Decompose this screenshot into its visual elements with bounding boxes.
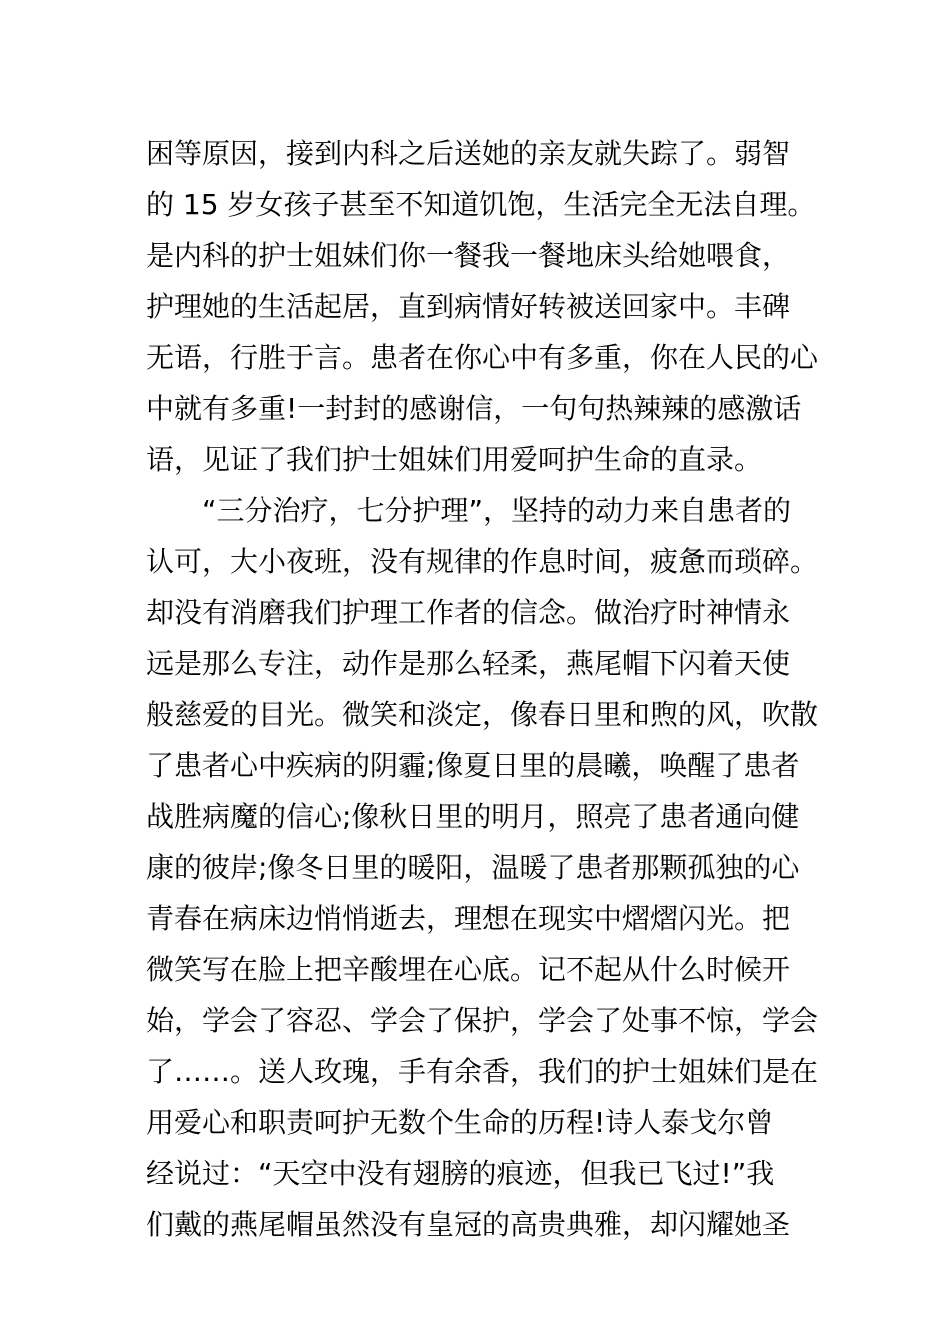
text-line: 微笑写在脸上把辛酸埋在心底。记不起从什么时候开 bbox=[146, 953, 791, 986]
text-line: 青春在病床边悄悄逝去，理想在现实中熠熠闪光。把 bbox=[146, 902, 791, 935]
text-line: 了患者心中疾病的阴霾;像夏日里的晨曦，唤醒了患者 bbox=[146, 749, 800, 782]
text-line: 们戴的燕尾帽虽然没有皇冠的高贵典雅，却闪耀她圣 bbox=[146, 1208, 791, 1241]
text-line: 战胜病魔的信心;像秋日里的明月，照亮了患者通向健 bbox=[146, 800, 800, 833]
text-line: 用爱心和职责呵护无数个生命的历程!诗人泰戈尔曾 bbox=[146, 1106, 774, 1139]
text-line: 语，见证了我们护士姐妹们用爱呵护生命的直录。 bbox=[146, 443, 763, 476]
text-line: 的 15 岁女孩子甚至不知道饥饱，生活完全无法自理。 bbox=[146, 188, 816, 221]
text-line: 了……。送人玫瑰，手有余香，我们的护士姐妹们是在 bbox=[146, 1055, 819, 1088]
text-line: 却没有消磨我们护理工作者的信念。做治疗时神情永 bbox=[146, 596, 791, 629]
text-line: 认可，大小夜班，没有规律的作息时间，疲惫而琐碎。 bbox=[146, 545, 819, 578]
text-line: 康的彼岸;像冬日里的暖阳，温暖了患者那颗孤独的心 bbox=[146, 851, 800, 884]
text-line: 远是那么专注，动作是那么轻柔，燕尾帽下闪着天使 bbox=[146, 647, 791, 680]
text-line: 无语，行胜于言。患者在你心中有多重，你在人民的心 bbox=[146, 341, 819, 374]
text-line: 经说过：“天空中没有翅膀的痕迹，但我已飞过!”我 bbox=[146, 1157, 775, 1190]
text-line: 是内科的护士姐妹们你一餐我一餐地床头给她喂食， bbox=[146, 239, 791, 272]
paragraph-start-line: “三分治疗，七分护理”，坚持的动力来自患者的 bbox=[202, 494, 792, 527]
text-line: 般慈爱的目光。微笑和淡定，像春日里和煦的风，吹散 bbox=[146, 698, 819, 731]
text-line: 中就有多重!一封封的感谢信，一句句热辣辣的感激话 bbox=[146, 392, 802, 425]
text-line: 困等原因，接到内科之后送她的亲友就失踪了。弱智 bbox=[146, 137, 791, 170]
document-body bbox=[146, 128, 819, 1250]
text-line: 护理她的生活起居，直到病情好转被送回家中。丰碑 bbox=[146, 290, 791, 323]
text-line: 始，学会了容忍、学会了保护，学会了处事不惊，学会 bbox=[146, 1004, 819, 1037]
